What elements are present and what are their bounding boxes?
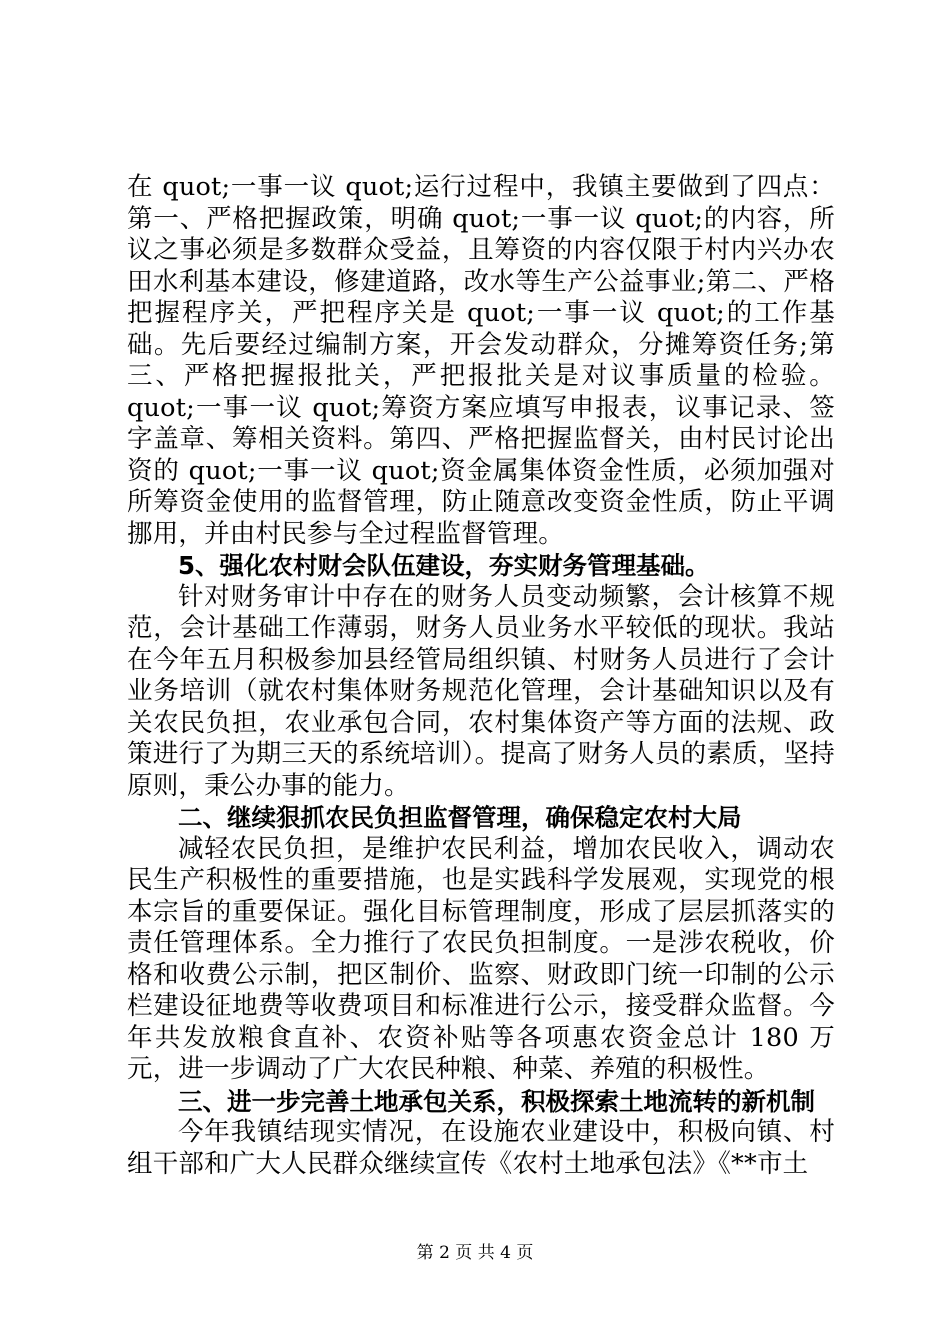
section-heading-5: 5、强化农村财会队伍建设，夯实财务管理基础。 xyxy=(178,551,710,580)
paragraph-yishi-yiyi: 在 quot;一事一议 quot;运行过程中，我镇主要做到了四点：第一、严格把握政策，明确 quot;一事一议 quot;的内容，所议之事必须是多数群众受益，且筹资的内容仅限于村内兴办农田水利基本建设，修建道路，改水等生产公益事业;第二、严格把握程序关，严把程序关是 quot;一事一议 quot;的工作基础。先后要经过编制方案，开会发动群众，分摊筹资任务;第三、严格把握报批关，严把报批关是对议事质量的检验。quot;一事一议 quot;筹资方案应填写申报表，议事记录、签字盖章、筹相关资料。第四、严格把握监督关，由村民讨论出资的 quot;一事一议 quot;资金属集体资金性质，必须加强对所筹资金使用的监督管理，防止随意改变资金性质，防止平调挪用，并由村民参与全过程监督管理。 xyxy=(127,172,835,549)
section-heading-2: 二、继续狠抓农民负担监督管理，确保稳定农村大局 xyxy=(178,803,742,832)
paragraph-farmer-burden: 减轻农民负担，是维护农民利益，增加农民收入，调动农民生产积极性的重要措施，也是实践科学发展观，实现党的根本宗旨的重要保证。强化目标管理制度，形成了层层抓落实的责任管理体系。全力推行了农民负担制度。一是涉农税收，价格和收费公示制，把区制价、监察、财政即门统一印制的公示栏建设征地费等收费项目和标准进行公示，接受群众监督。今年共发放粮食直补、农资补贴等各项惠农资金总计 180 万元，进一步调动了广大农民种粮、种菜、养殖的积极性。 xyxy=(127,833,836,1084)
page-number-footer: 第 2 页 共 4 页 xyxy=(416,1243,534,1263)
paragraph-land-contract: 今年我镇结现实情况，在设施农业建设中，积极向镇、村组干部和广大人民群众继续宣传《农村土地承包法》《**市土 xyxy=(127,1117,835,1179)
paragraph-accounting-training: 针对财务审计中存在的财务人员变动频繁，会计核算不规范，会计基础工作薄弱，财务人员业务水平较低的现状。我站在今年五月积极参加县经管局组织镇、村财务人员进行了会计业务培训（就农村集体财务规范化管理，会计基础知识以及有关农民负担，农业承包合同，农村集体资产等方面的法规、政策进行了为期三天的系统培训）。提高了财务人员的素质，坚持原则，秉公办事的能力。 xyxy=(127,581,835,801)
section-heading-3: 三、进一步完善土地承包关系，积极探索土地流转的新机制 xyxy=(178,1086,815,1116)
document-body xyxy=(127,172,835,1180)
